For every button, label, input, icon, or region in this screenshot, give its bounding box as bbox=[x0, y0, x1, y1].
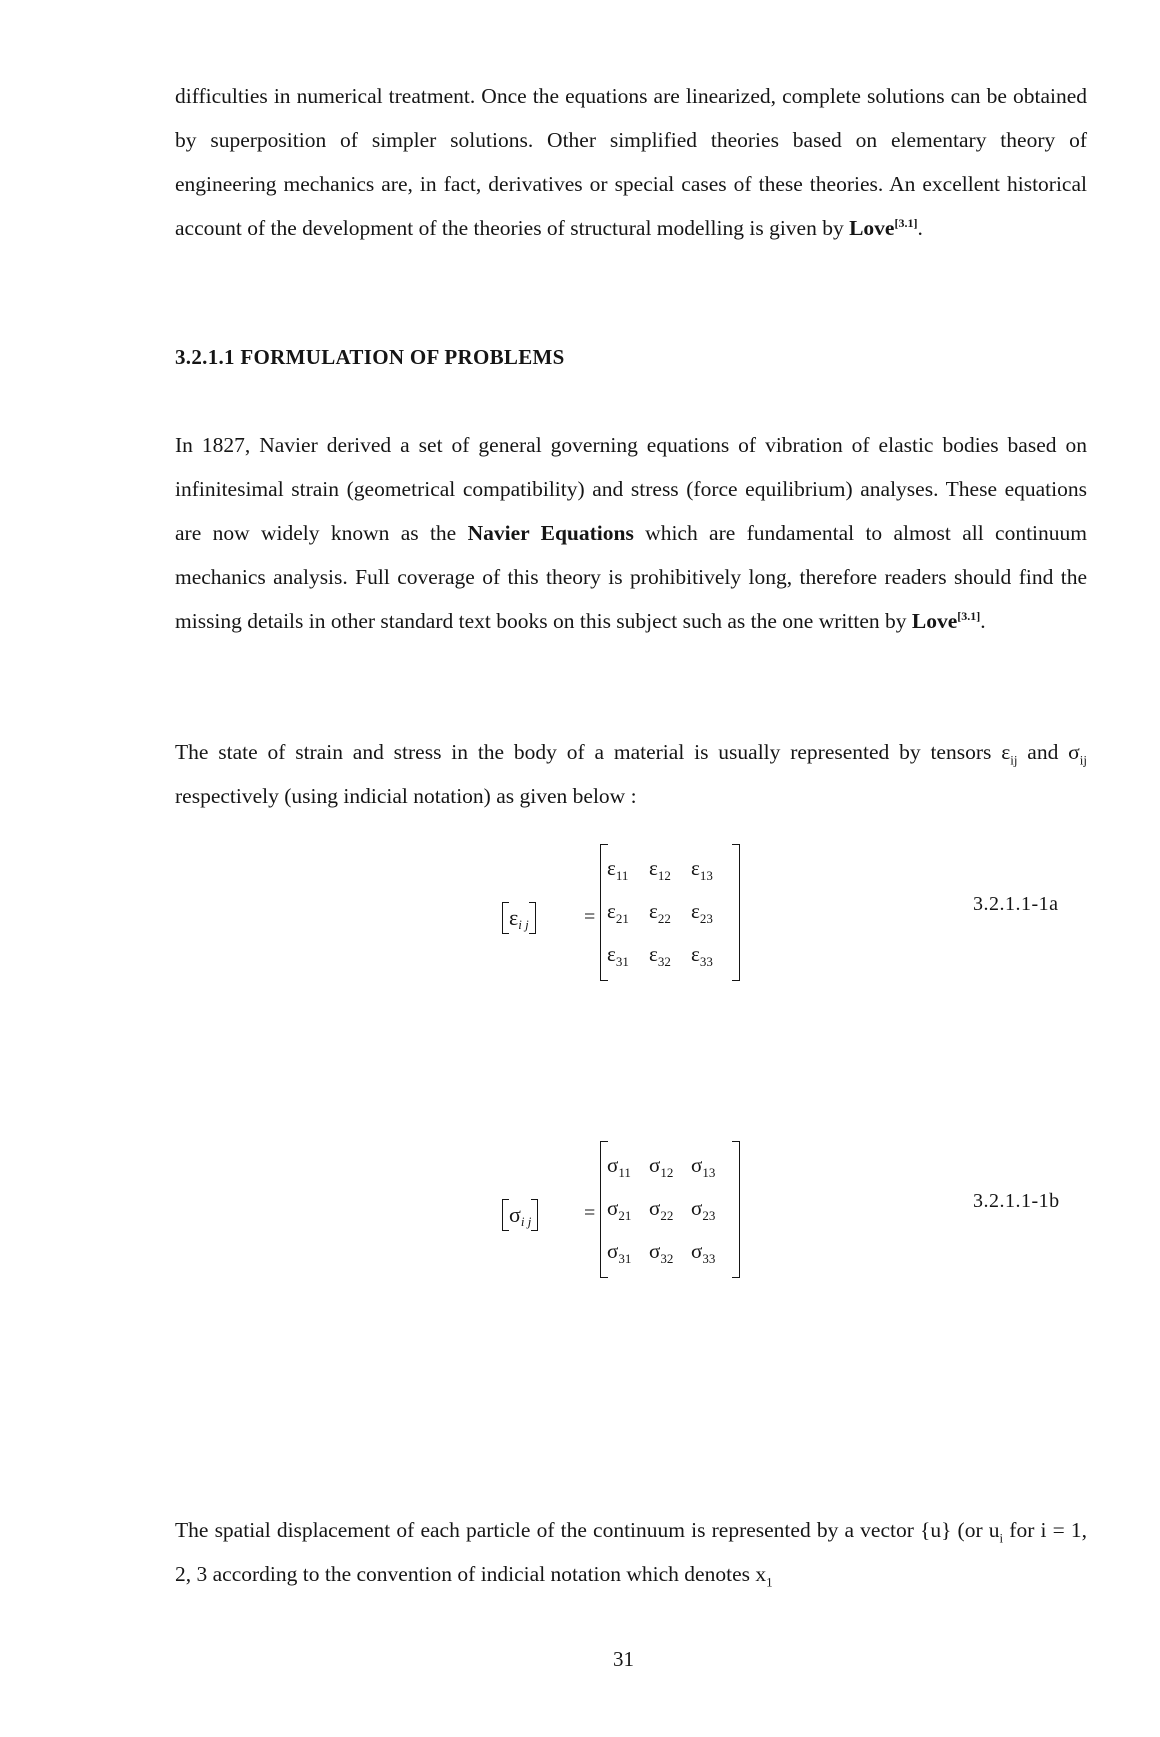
cell-symbol: σ bbox=[691, 1238, 703, 1263]
matrix-cell bbox=[691, 1153, 733, 1181]
matrix-corner bbox=[732, 1141, 740, 1142]
cell-symbol: σ bbox=[649, 1195, 661, 1220]
matrix-corner bbox=[732, 980, 740, 981]
cell-symbol: ε bbox=[691, 855, 700, 880]
matrix-cell bbox=[649, 899, 691, 927]
paragraph-navier bbox=[175, 423, 1087, 643]
cell-symbol: ε bbox=[649, 941, 658, 966]
paragraph-tensors bbox=[175, 730, 1087, 818]
lhs-index: i j bbox=[518, 917, 529, 932]
paragraph-intro-text: difficulties in numerical treatment. Once the equations are linearized, complete solutions can be obtained by superposition of simpler solutions. Other simplified theories based on elementary theory of engineering mechanics are, in fact, derivatives or special cases of these theories. An excellent historical account of the development of the theories of structural modelling is given by bbox=[175, 84, 1087, 240]
cell-index: 13 bbox=[699, 867, 713, 883]
cell-symbol: σ bbox=[607, 1238, 619, 1263]
lhs-symbol: ε bbox=[509, 905, 519, 930]
matrix-corner bbox=[732, 1277, 740, 1278]
matrix-cell bbox=[607, 942, 649, 970]
bracket-right bbox=[531, 1199, 538, 1231]
matrix-cell bbox=[691, 942, 733, 970]
index-ij: ij bbox=[1010, 752, 1018, 768]
cell-index: 21 bbox=[615, 910, 629, 926]
cell-index: 23 bbox=[702, 1207, 716, 1223]
bracket-left bbox=[502, 1199, 509, 1231]
matrix-cell bbox=[607, 1153, 649, 1181]
matrix-cell bbox=[691, 1196, 733, 1224]
matrix-cell bbox=[649, 942, 691, 970]
matrix-corner bbox=[600, 1277, 608, 1278]
equation-lhs-strain bbox=[502, 902, 536, 934]
cell-index: 32 bbox=[660, 1250, 674, 1266]
matrix-cell bbox=[691, 1239, 733, 1267]
cell-symbol: ε bbox=[649, 898, 658, 923]
cell-index: 11 bbox=[618, 1164, 631, 1180]
matrix-row bbox=[607, 1145, 733, 1188]
equals-sign: = bbox=[584, 1202, 596, 1224]
cell-index: 21 bbox=[618, 1207, 632, 1223]
matrix-corner bbox=[600, 1141, 608, 1142]
cell-index: 31 bbox=[618, 1250, 632, 1266]
cell-index: 32 bbox=[657, 953, 671, 969]
lhs-index: i j bbox=[520, 1214, 532, 1229]
subscript-1: 1 bbox=[766, 1574, 773, 1590]
author-love: Love bbox=[849, 216, 895, 240]
cell-symbol: ε bbox=[691, 898, 700, 923]
lhs-symbol: σ bbox=[509, 1202, 521, 1227]
matrix-corner bbox=[600, 844, 608, 845]
bracket-right bbox=[529, 902, 536, 934]
matrix-cell bbox=[691, 856, 733, 884]
cell-index: 31 bbox=[615, 953, 629, 969]
cell-symbol: ε bbox=[691, 941, 700, 966]
matrix-cell bbox=[649, 1196, 691, 1224]
cell-index: 13 bbox=[702, 1164, 716, 1180]
matrix-cell bbox=[649, 1239, 691, 1267]
cell-index: 33 bbox=[702, 1250, 716, 1266]
sigma-symbol: σ bbox=[1068, 740, 1080, 764]
author-love: Love bbox=[911, 609, 958, 633]
equation-lhs-stress bbox=[502, 1199, 538, 1231]
paragraph-end: . bbox=[980, 609, 986, 633]
equation-number: 3.2.1.1-1b bbox=[973, 1190, 1060, 1212]
matrix-cell bbox=[607, 1239, 649, 1267]
cell-symbol: ε bbox=[607, 898, 616, 923]
equation-number: 3.2.1.1-1a bbox=[973, 893, 1059, 915]
cell-index: 33 bbox=[699, 953, 713, 969]
strain-matrix bbox=[600, 844, 740, 981]
term-navier-equations: Navier Equations bbox=[467, 521, 634, 545]
paragraph-displacement bbox=[175, 1508, 1087, 1596]
and-word: and bbox=[1017, 740, 1069, 764]
cell-symbol: σ bbox=[691, 1195, 703, 1220]
matrix-corner bbox=[732, 844, 740, 845]
bracket-left bbox=[502, 902, 509, 934]
section-heading: 3.2.1.1 FORMULATION OF PROBLEMS bbox=[175, 345, 565, 369]
paragraph-end: . bbox=[917, 216, 923, 240]
reference-marker: [3.1] bbox=[894, 215, 918, 230]
cell-symbol: ε bbox=[607, 855, 616, 880]
matrix-cell bbox=[649, 1153, 691, 1181]
paragraph-displacement-text-b: for i = 1, 2, 3 according to the convention of indicial notation which denotes x bbox=[175, 1518, 1087, 1586]
matrix-cell bbox=[607, 1196, 649, 1224]
matrix-cell bbox=[607, 899, 649, 927]
cell-symbol: σ bbox=[649, 1238, 661, 1263]
epsilon-symbol: ε bbox=[1001, 740, 1011, 764]
paragraph-tensors-text-b: respectively (using indicial notation) as given below : bbox=[175, 784, 637, 808]
paragraph-intro bbox=[175, 74, 1087, 250]
cell-symbol: σ bbox=[607, 1152, 619, 1177]
paragraph-displacement-text-a: The spatial displacement of each particle of the continuum is represented by a vector {u} (or u bbox=[175, 1518, 1000, 1542]
equals-sign: = bbox=[584, 906, 596, 928]
paragraph-tensors-text-a: The state of strain and stress in the body of a material is usually represented by tensors bbox=[175, 740, 1002, 764]
matrix-cell bbox=[691, 899, 733, 927]
matrix-cell bbox=[607, 856, 649, 884]
matrix-row bbox=[607, 848, 733, 891]
paragraph-navier-text-b: which are fundamental to almost all continuum mechanics analysis. Full coverage of this theory is prohibitively long, therefore readers should find the missing details in other standard text books on this subject such as the one written by bbox=[175, 521, 1087, 633]
subscript-i: i bbox=[999, 1530, 1004, 1546]
page-number: 31 bbox=[613, 1647, 634, 1671]
cell-symbol: σ bbox=[691, 1152, 703, 1177]
cell-index: 22 bbox=[657, 910, 671, 926]
reference-marker: [3.1] bbox=[957, 608, 981, 623]
matrix-row bbox=[607, 934, 733, 977]
matrix-row bbox=[607, 1231, 733, 1274]
cell-symbol: σ bbox=[649, 1152, 661, 1177]
cell-index: 22 bbox=[660, 1207, 674, 1223]
matrix-cell bbox=[649, 856, 691, 884]
matrix-row bbox=[607, 891, 733, 934]
cell-symbol: ε bbox=[607, 941, 616, 966]
cell-index: 11 bbox=[615, 867, 629, 883]
cell-index: 12 bbox=[660, 1164, 674, 1180]
cell-index: 12 bbox=[657, 867, 671, 883]
matrix-row bbox=[607, 1188, 733, 1231]
stress-matrix bbox=[600, 1141, 740, 1278]
cell-symbol: ε bbox=[649, 855, 658, 880]
matrix-corner bbox=[600, 980, 608, 981]
paragraph-navier-text-a: In 1827, Navier derived a set of general governing equations of vibration of elastic bodies based on infinitesimal strain (geometrical compatibility) and stress (force equilibrium) analyses. These equations are now widely known as the bbox=[175, 433, 1087, 545]
index-ij: ij bbox=[1079, 752, 1087, 768]
cell-symbol: σ bbox=[607, 1195, 619, 1220]
cell-index: 23 bbox=[699, 910, 713, 926]
